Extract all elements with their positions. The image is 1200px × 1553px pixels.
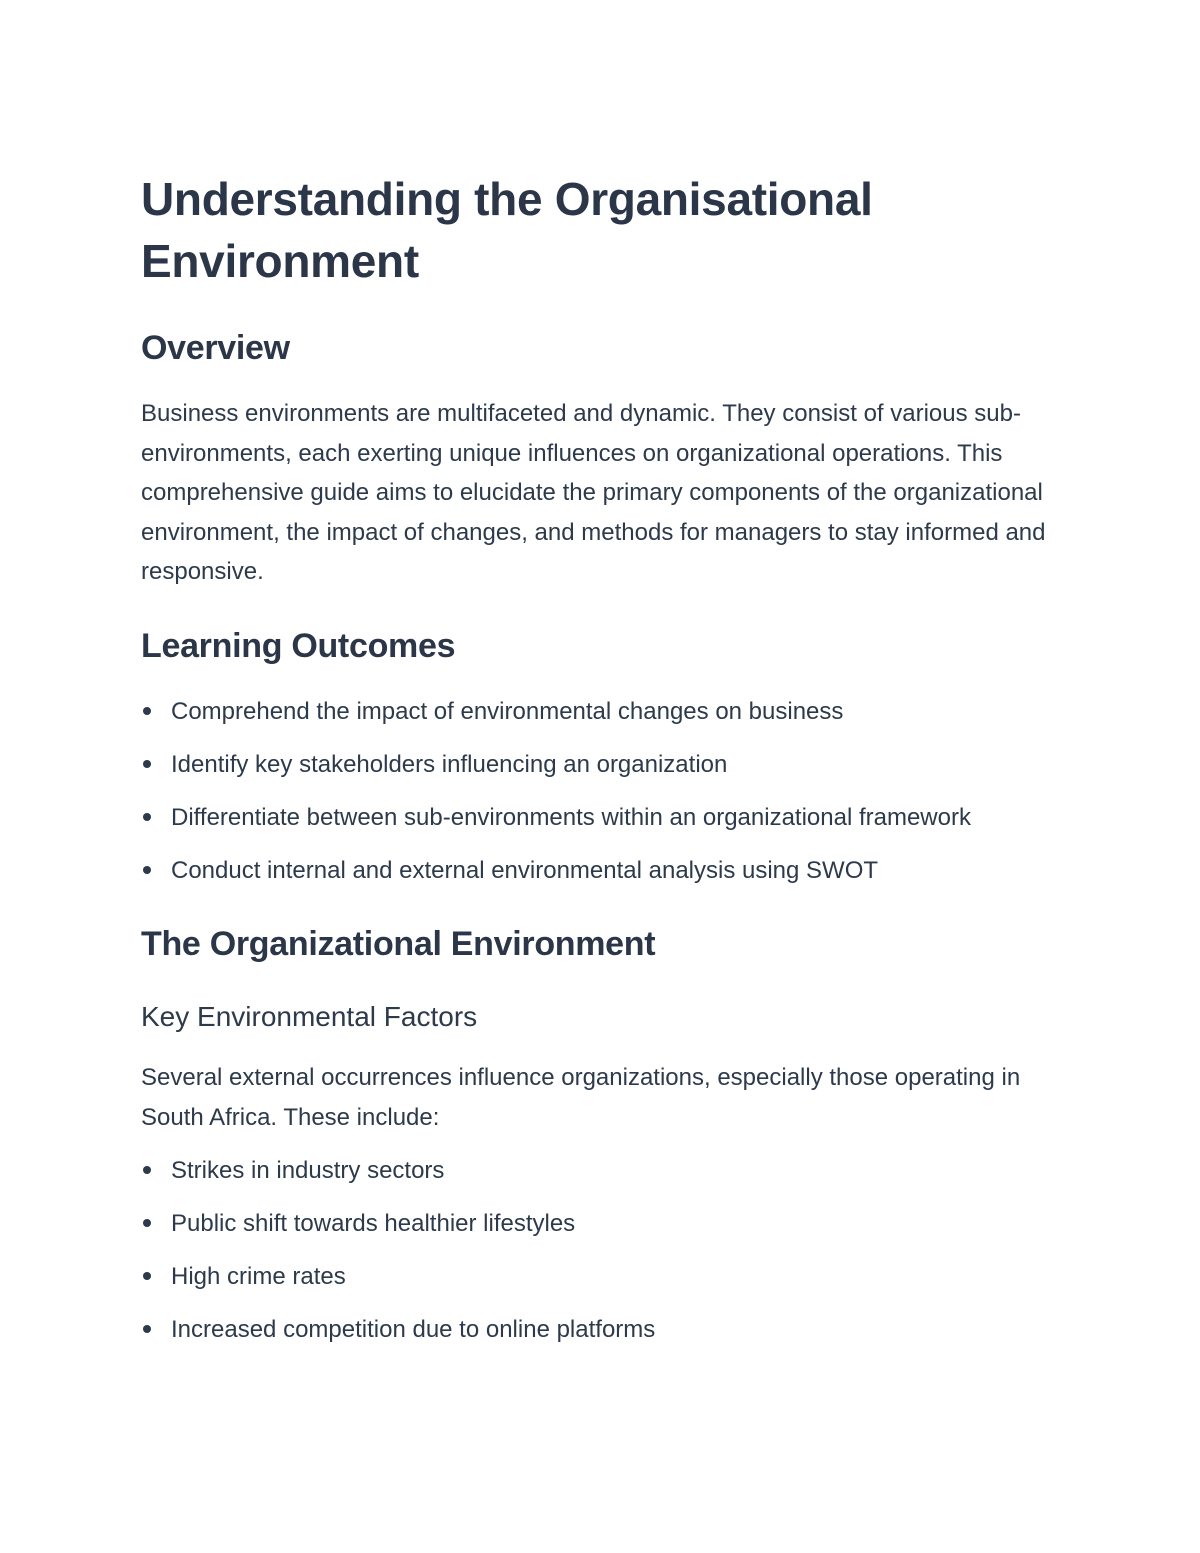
bullet-icon xyxy=(143,866,151,874)
list-item xyxy=(141,692,1061,732)
bullet-icon xyxy=(143,707,151,715)
list-item xyxy=(141,1257,1061,1297)
key-factors-list xyxy=(141,1151,1061,1350)
list-item-text: High crime rates xyxy=(171,1263,346,1290)
bullet-icon xyxy=(143,1166,151,1174)
key-factors-heading: Key Environmental Factors xyxy=(141,1001,478,1032)
overview-heading: Overview xyxy=(141,329,290,367)
list-item xyxy=(141,1204,1061,1244)
list-item-text: Strikes in industry sectors xyxy=(171,1157,445,1184)
list-item-text: Conduct internal and external environmental analysis using SWOT xyxy=(171,856,879,884)
key-factors-paragraph: Several external occurrences influence organizations, especially those operating in South Africa. These include: xyxy=(141,1064,1021,1131)
list-item-text: Differentiate between sub-environments within an organizational framework xyxy=(171,803,971,831)
list-item-text: Public shift towards healthier lifestyles xyxy=(171,1210,576,1237)
document-page xyxy=(141,168,1061,1350)
list-item-text: Comprehend the impact of environmental changes on business xyxy=(171,697,844,725)
overview-paragraph: Business environments are multifaceted and dynamic. They consist of various sub-environments, each exerting unique influences on organizational operations. This comprehensive guide aims to elucidate the primary components of the organizational environment, the impact of changes, and methods for managers to stay informed and responsive. xyxy=(141,400,1046,585)
bullet-icon xyxy=(143,760,151,768)
list-item xyxy=(141,745,1061,785)
learning-outcomes-heading: Learning Outcomes xyxy=(141,626,456,665)
bullet-icon xyxy=(143,813,151,821)
bullet-icon xyxy=(143,1325,151,1333)
document-title: Understanding the Organisational Environment xyxy=(141,173,873,287)
list-item xyxy=(141,1151,1061,1191)
org-environment-heading: The Organizational Environment xyxy=(141,925,656,963)
list-item-text: Increased competition due to online platforms xyxy=(171,1316,656,1343)
list-item xyxy=(141,851,1061,891)
bullet-icon xyxy=(143,1272,151,1280)
list-item xyxy=(141,1310,1061,1350)
list-item-text: Identify key stakeholders influencing an organization xyxy=(171,750,728,778)
list-item xyxy=(141,798,1061,838)
learning-outcomes-list xyxy=(141,692,1061,891)
bullet-icon xyxy=(143,1219,151,1227)
